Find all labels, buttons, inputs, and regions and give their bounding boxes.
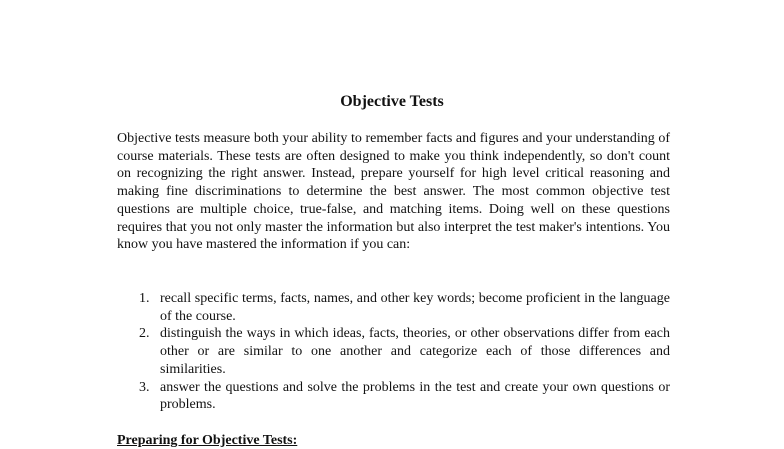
list-item-number: 2. xyxy=(139,326,150,342)
list-item xyxy=(117,290,670,325)
list-item-text: recall specific terms, facts, names, and other key words; become proficient in the language of the course. xyxy=(160,291,670,324)
list-item xyxy=(117,325,670,378)
intro-paragraph: Objective tests measure both your ability to remember facts and figures and your understanding of course materials. These tests are often designed to make you think independently, so don't count on recognizing the right answer. Instead, prepare yourself for high level critical reasoning and making fine discriminations to determine the best answer. The most common objective test questions are multiple choice, true-false, and matching items. Doing well on these questions requires that you not only master the information but also interpret the test maker's intentions. You know you have mastered the information if you can: xyxy=(117,131,670,253)
list-item-text: distinguish the ways in which ideas, facts, theories, or other observations differ from each other or are similar to one another and categorize each of those differences and similarities. xyxy=(160,326,670,377)
numbered-list xyxy=(117,290,670,414)
list-item-text: answer the questions and solve the problems in the test and create your own questions or problems. xyxy=(160,379,670,413)
list-item-number: 1. xyxy=(139,291,150,306)
page-title: Objective Tests xyxy=(340,93,444,110)
list-item xyxy=(117,379,670,414)
section-heading: Preparing for Objective Tests: xyxy=(117,433,298,448)
list-item-number: 3. xyxy=(139,379,150,395)
